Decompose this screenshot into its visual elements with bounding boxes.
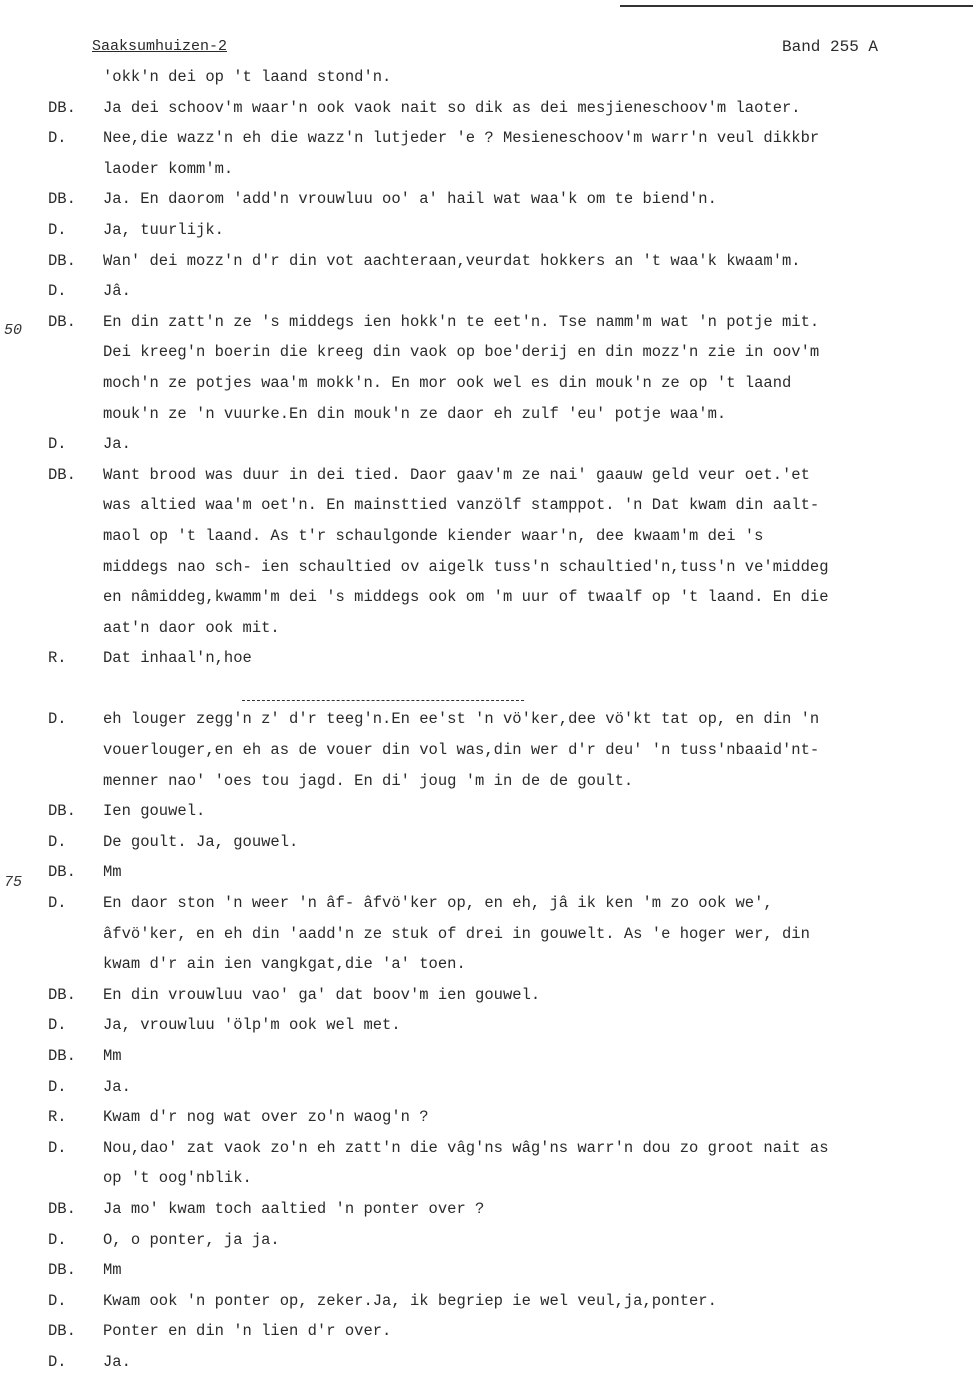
transcript-line	[0, 1225, 973, 1256]
utterance-text: middegs nao sch- ien schaultied ov aigelk tuss'n schaultied'n,tuss'n ve'middeg	[103, 557, 829, 576]
speaker-label: DB.	[48, 251, 76, 270]
speaker-label: D.	[48, 435, 67, 454]
speaker-label: D.	[48, 710, 67, 729]
transcript-line	[0, 766, 973, 797]
transcript-line	[0, 1041, 973, 1072]
transcript-line	[0, 949, 973, 980]
speaker-label: DB.	[48, 1322, 76, 1341]
transcript-line	[0, 429, 973, 460]
margin-note: 75	[4, 874, 23, 891]
transcript-line	[0, 613, 973, 644]
transcript-line	[0, 796, 973, 827]
transcript-line	[0, 246, 973, 277]
speaker-label: D.	[48, 1352, 67, 1371]
speaker-label: R.	[48, 649, 67, 668]
speaker-label: D.	[48, 832, 67, 851]
speaker-label: D.	[48, 1291, 67, 1310]
utterance-text: Ponter en din 'n lien d'r over.	[103, 1322, 392, 1341]
header-tape-number: Band 255 A	[782, 38, 879, 56]
transcript-line	[0, 62, 973, 93]
speaker-label: DB.	[48, 312, 76, 331]
speaker-label: DB.	[48, 1047, 76, 1065]
transcript-line	[0, 1163, 973, 1194]
utterance-text: moch'n ze potjes waa'm mokk'n. En mor ook wel es din mouk'n ze op 't laand	[103, 373, 792, 392]
utterance-text: Mm	[103, 863, 122, 882]
utterance-text: De goult. Ja, gouwel.	[103, 832, 299, 851]
speaker-label: D.	[48, 1138, 67, 1157]
speaker-label: DB.	[48, 985, 76, 1004]
transcript-line	[0, 154, 973, 185]
speaker-label: DB.	[48, 190, 76, 209]
utterance-text: Ja.	[103, 1077, 131, 1096]
utterance-text: Nou,dao' zat vaok zo'n eh zatt'n die vâg'ns wâg'ns warr'n dou zo groot nait as	[103, 1138, 829, 1157]
transcript-line	[0, 1316, 973, 1347]
utterance-text: Ja, tuurlijk.	[103, 220, 224, 239]
transcript-line	[0, 1255, 973, 1286]
utterance-text: Ja, vrouwluu 'ölp'm ook wel met.	[103, 1016, 401, 1035]
utterance-text: kwam d'r ain ien vangkgat,die 'a' toen.	[103, 955, 466, 974]
utterance-text: 'okk'n dei op 't laand stond'n.	[103, 68, 392, 86]
speaker-label: D.	[48, 129, 67, 148]
section-separator	[0, 674, 973, 705]
speaker-label: DB.	[48, 1261, 76, 1280]
utterance-text: O, o ponter, ja ja.	[103, 1230, 280, 1249]
speaker-label: D.	[48, 220, 67, 239]
transcript-line	[0, 735, 973, 766]
utterance-text: Ja mo' kwam toch aaltied 'n ponter over ?	[103, 1199, 485, 1218]
transcript-line	[0, 184, 973, 215]
utterance-text: Ja dei schoov'm waar'n ook vaok nait so dik as dei mesjieneschoov'm laoter.	[103, 98, 801, 117]
header-location: Saaksumhuizen-2	[92, 38, 228, 55]
transcript-line	[0, 460, 973, 491]
transcript-line	[0, 857, 973, 888]
transcript-line	[0, 490, 973, 521]
utterance-text: menner nao' 'oes tou jagd. En di' joug 'm in de de goult.	[103, 771, 634, 790]
utterance-text: Dat inhaal'n,hoe	[103, 649, 252, 668]
utterance-text: En din vrouwluu vao' ga' dat boov'm ien gouwel.	[103, 985, 541, 1004]
utterance-text: maol op 't laand. As t'r schaulgonde kiender waar'n, dee kwaam'm dei 's	[103, 526, 764, 545]
transcript-line	[0, 1194, 973, 1225]
utterance-text: Ja. En daorom 'add'n vrouwluu oo' a' hail wat waa'k om te biend'n.	[103, 190, 717, 209]
utterance-text: mouk'n ze 'n vuurke.En din mouk'n ze daor eh zulf 'eu' potje waa'm.	[103, 404, 727, 423]
speaker-label: D.	[48, 1016, 67, 1035]
top-rule	[620, 5, 973, 7]
utterance-text: Ien gouwel.	[103, 802, 206, 821]
utterance-text: Kwam ook 'n ponter op, zeker.Ja, ik begriep ie wel veul,ja,ponter.	[103, 1291, 717, 1310]
speaker-label: D.	[48, 1230, 67, 1249]
speaker-label: R.	[48, 1108, 67, 1127]
transcript-line	[0, 1133, 973, 1164]
transcript-line	[0, 1072, 973, 1103]
transcript-line	[0, 337, 973, 368]
speaker-label: D.	[48, 894, 67, 913]
transcript-line	[0, 643, 973, 674]
transcript-line	[0, 827, 973, 858]
transcript-line	[0, 1102, 973, 1133]
utterance-text: Mm	[103, 1261, 122, 1280]
transcript-line	[0, 521, 973, 552]
utterance-text: Dei kreeg'n boerin die kreeg din vaok op boe'derij en din mozz'n zie in oov'm	[103, 343, 820, 362]
utterance-text: Wan' dei mozz'n d'r din vot aachteraan,veurdat hokkers an 't waa'k kwaam'm.	[103, 251, 801, 270]
speaker-label: DB.	[48, 98, 76, 117]
utterance-text: aat'n daor ook mit.	[103, 618, 280, 637]
utterance-text: Ja.	[103, 435, 131, 454]
utterance-text: vouerlouger,en eh as de vouer din vol was,din wer d'r deu' 'n tuss'nbaaid'nt-	[103, 741, 820, 760]
utterance-text: eh louger zegg'n z' d'r teeg'n.En ee'st 'n vö'ker,dee vö'kt tat op, en din 'n	[103, 710, 820, 729]
utterance-text: laoder komm'm.	[103, 159, 234, 178]
transcript-line	[0, 123, 973, 154]
utterance-text: En din zatt'n ze 's middegs ien hokk'n te eet'n. Tse namm'm wat 'n potje mit.	[103, 312, 820, 331]
utterance-text: âfvö'ker, en eh din 'aadd'n ze stuk of drei in gouwelt. As 'e hoger wer, din	[103, 924, 810, 943]
speaker-label: D.	[48, 1077, 67, 1096]
transcript-line	[0, 552, 973, 583]
transcript-line	[0, 888, 973, 919]
utterance-text: en nâmiddeg,kwamm'm dei 's middegs ook om 'm uur of twaalf op 't laand. En die	[103, 588, 829, 607]
transcript-line	[0, 215, 973, 246]
transcript-line	[0, 1010, 973, 1041]
utterance-text: was altied waa'm oet'n. En mainsttied vanzölf stamppot. 'n Dat kwam din aalt-	[103, 496, 820, 515]
speaker-label: DB.	[48, 465, 76, 484]
transcript-line	[0, 704, 973, 735]
transcript-line	[0, 919, 973, 950]
utterance-text: Jâ.	[103, 282, 131, 301]
utterance-text: Mm	[103, 1047, 122, 1065]
margin-note: 50	[4, 322, 23, 339]
transcript-line	[0, 582, 973, 613]
utterance-text: Want brood was duur in dei tied. Daor gaav'm ze nai' gaauw geld veur oet.'et	[103, 465, 810, 484]
utterance-text: Kwam d'r nog wat over zo'n waog'n ?	[103, 1108, 429, 1127]
transcript-line	[0, 276, 973, 307]
speaker-label: DB.	[48, 802, 76, 821]
transcript-line	[0, 980, 973, 1011]
transcript-body	[0, 62, 973, 1378]
dashed-rule	[242, 700, 524, 701]
transcript-line	[0, 368, 973, 399]
speaker-label: DB.	[48, 863, 76, 882]
utterance-text: op 't oog'nblik.	[103, 1169, 252, 1188]
utterance-text: Ja.	[103, 1352, 131, 1371]
utterance-text: En daor ston 'n weer 'n âf- âfvö'ker op, en eh, jâ ik ken 'm zo ook we',	[103, 894, 773, 913]
transcript-line	[0, 399, 973, 430]
transcript-line	[0, 1286, 973, 1317]
speaker-label: DB.	[48, 1199, 76, 1218]
transcript-line	[0, 1347, 973, 1378]
utterance-text: Nee,die wazz'n eh die wazz'n lutjeder 'e ? Mesieneschoov'm warr'n veul dikkbr	[103, 129, 820, 148]
transcript-line	[0, 93, 973, 124]
transcript-line	[0, 307, 973, 338]
speaker-label: D.	[48, 282, 67, 301]
